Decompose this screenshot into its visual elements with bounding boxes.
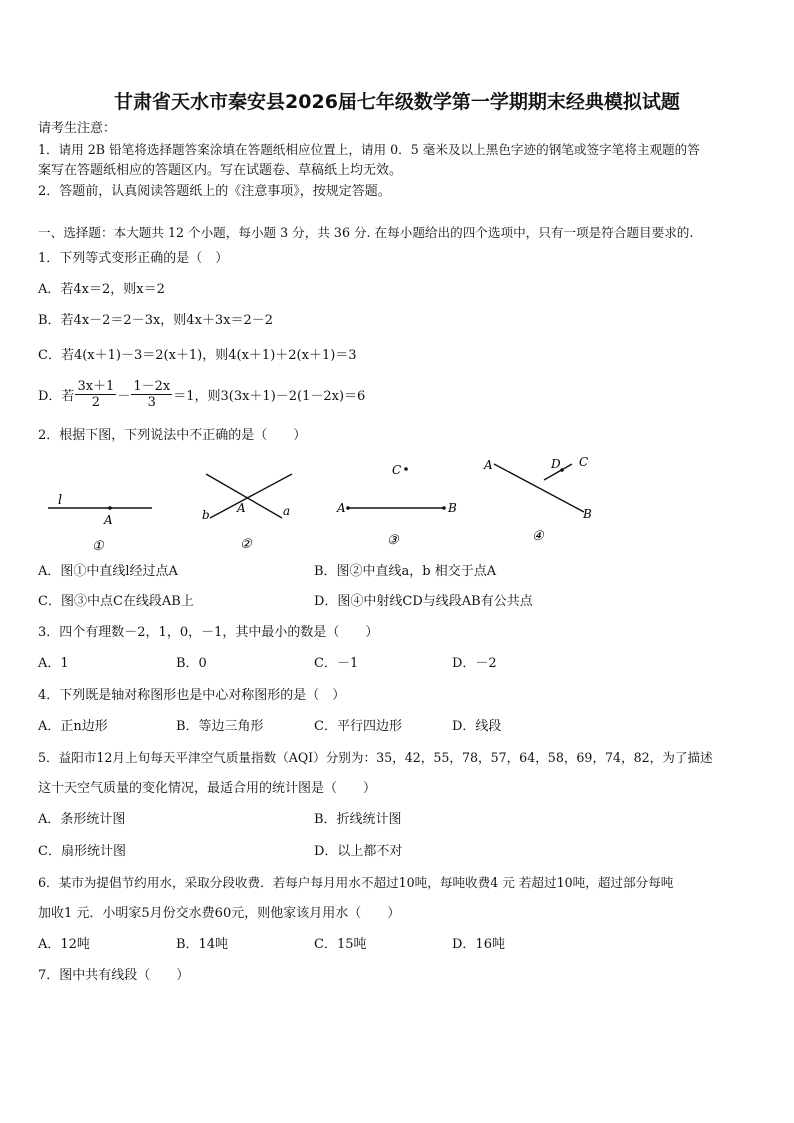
point-d-dot: [560, 468, 564, 472]
fig2-caption: ②: [240, 537, 252, 552]
point-b-dot: [442, 506, 446, 510]
q5-stem: 5．益阳市12月上旬每天平津空气质量指数（AQI）分别为：35，42，55，78，57，64，58，69，74，82，为了描述: [38, 750, 713, 765]
fig2-label-b: b: [202, 508, 210, 522]
segment-ab: [494, 464, 584, 512]
section-heading: 一、选择题：本大题共 12 个小题，每小题 3 分，共 36 分. 在每小题给出的四个选项中，只有一项是符合题目要求的.: [38, 225, 694, 240]
q2-option-a: A．图①中直线l经过点A: [38, 564, 178, 579]
fig2-label-a: a: [283, 504, 291, 518]
q2-stem: 2．根据下图，下列说法中不正确的是（ ）: [38, 428, 307, 443]
figure-3: [334, 458, 468, 550]
q3-option-c: C．－1: [314, 656, 359, 671]
q4-option-c: C．平行四边形: [314, 719, 402, 734]
q3-stem: 3．四个有理数－2，1，0，－1，其中最小的数是（ ）: [38, 625, 379, 640]
q1-option-d: [38, 379, 365, 410]
point-a-dot: [108, 506, 112, 510]
q4-option-b: B．等边三角形: [176, 719, 264, 734]
q4-option-d: D．线段: [452, 719, 502, 734]
q3-option-b: B．0: [176, 656, 207, 671]
figure-1: [40, 490, 160, 554]
q6-option-d: D．16吨: [452, 937, 505, 952]
line-b: [210, 474, 292, 518]
fig4-point-b: B: [583, 507, 592, 521]
notice-item-1-cont: 案写在答题纸相应的答题区内。写在试题卷、草稿纸上均无效。: [38, 163, 403, 178]
page-title: 甘肃省天水市秦安县2026届七年级数学第一学期期末经典模拟试题: [114, 91, 680, 113]
fraction-2-denominator: 3: [147, 395, 156, 410]
q2-option-c: C．图③中点C在线段AB上: [38, 594, 194, 609]
fraction-1-numerator: 3x＋1: [77, 379, 115, 394]
fig1-line-label: l: [58, 493, 63, 508]
fig1-point-label: A: [104, 513, 113, 527]
notice-item-2: 2．答题前，认真阅读答题纸上的《注意事项》，按规定答题。: [38, 184, 391, 199]
fraction-1: [75, 379, 116, 410]
q7-stem: 7．图中共有线段（ ）: [38, 968, 190, 983]
fig4-point-a: A: [484, 458, 493, 472]
q6-option-c: C．15吨: [314, 937, 367, 952]
q6-option-b: B．14吨: [176, 937, 229, 952]
fig3-point-b: B: [448, 501, 457, 515]
q5-option-d: D．以上都不对: [314, 844, 403, 859]
fig4-point-d: D: [551, 457, 561, 471]
q1-option-d-prefix: D．若: [38, 389, 75, 404]
q1-option-a: A．若4x＝2，则x＝2: [38, 282, 165, 297]
q3-option-a: A．1: [38, 656, 69, 671]
notice-heading: 请考生注意：: [38, 121, 117, 136]
q2-option-d: D．图④中射线CD与线段AB有公共点: [314, 594, 533, 609]
q1-stem: 1．下列等式变形正确的是（ ）: [38, 251, 229, 266]
q4-option-a: A．正n边形: [38, 719, 108, 734]
q1-option-b: B．若4x－2＝2－3x，则4x＋3x＝2－2: [38, 313, 274, 328]
q1-option-c: C．若4(x＋1)－3＝2(x＋1)，则4(x＋1)＋2(x＋1)＝3: [38, 348, 357, 363]
figure-2: [196, 468, 300, 554]
q6-option-a: A．12吨: [38, 937, 90, 952]
notice-item-1: 1．请用 2B 铅笔将选择题答案涂填在答题纸相应位置上，请用 0．5 毫米及以上黑色字迹的钢笔或签字笔将主观题的答: [38, 142, 700, 157]
q2-option-b: B．图②中直线a，b 相交于点A: [314, 564, 497, 579]
minus-sign: －: [117, 389, 131, 404]
fig1-caption: ①: [92, 539, 104, 554]
fraction-1-denominator: 2: [91, 395, 101, 410]
q5-option-b: B．折线统计图: [314, 812, 402, 827]
fig2-label-point-a: A: [237, 501, 246, 515]
fig4-point-c: C: [579, 455, 589, 469]
q4-stem: 4．下列既是轴对称图形也是中心对称图形的是（ ）: [38, 688, 346, 703]
q6-stem-cont: 加收1 元．小明家5月份交水费60元，则他家该月用水（ ）: [38, 906, 401, 921]
fig3-caption: ③: [387, 533, 399, 548]
fig3-point-c: C: [392, 463, 402, 477]
q5-option-a: A．条形统计图: [38, 812, 126, 827]
q3-option-d: D．－2: [452, 656, 497, 671]
q5-option-c: C．扇形统计图: [38, 844, 126, 859]
point-a-dot: [346, 506, 350, 510]
figure-4: [480, 452, 600, 544]
fig4-caption: ④: [532, 529, 544, 544]
q5-stem-cont: 这十天空气质量的变化情况，最适合用的统计图是（ ）: [38, 781, 377, 796]
fig3-point-a: A: [337, 501, 346, 515]
fraction-2-numerator: 1－2x: [133, 379, 171, 394]
q1-option-d-suffix: ＝1，则3(3x＋1)－2(1－2x)＝6: [173, 389, 366, 404]
fraction-2: [131, 379, 172, 410]
point-c-dot: [404, 467, 408, 471]
q6-stem: 6．某市为提倡节约用水，采取分段收费．若每户每月用水不超过10吨，每吨收费4 元 若超过10吨，超过部分每吨: [38, 875, 674, 890]
